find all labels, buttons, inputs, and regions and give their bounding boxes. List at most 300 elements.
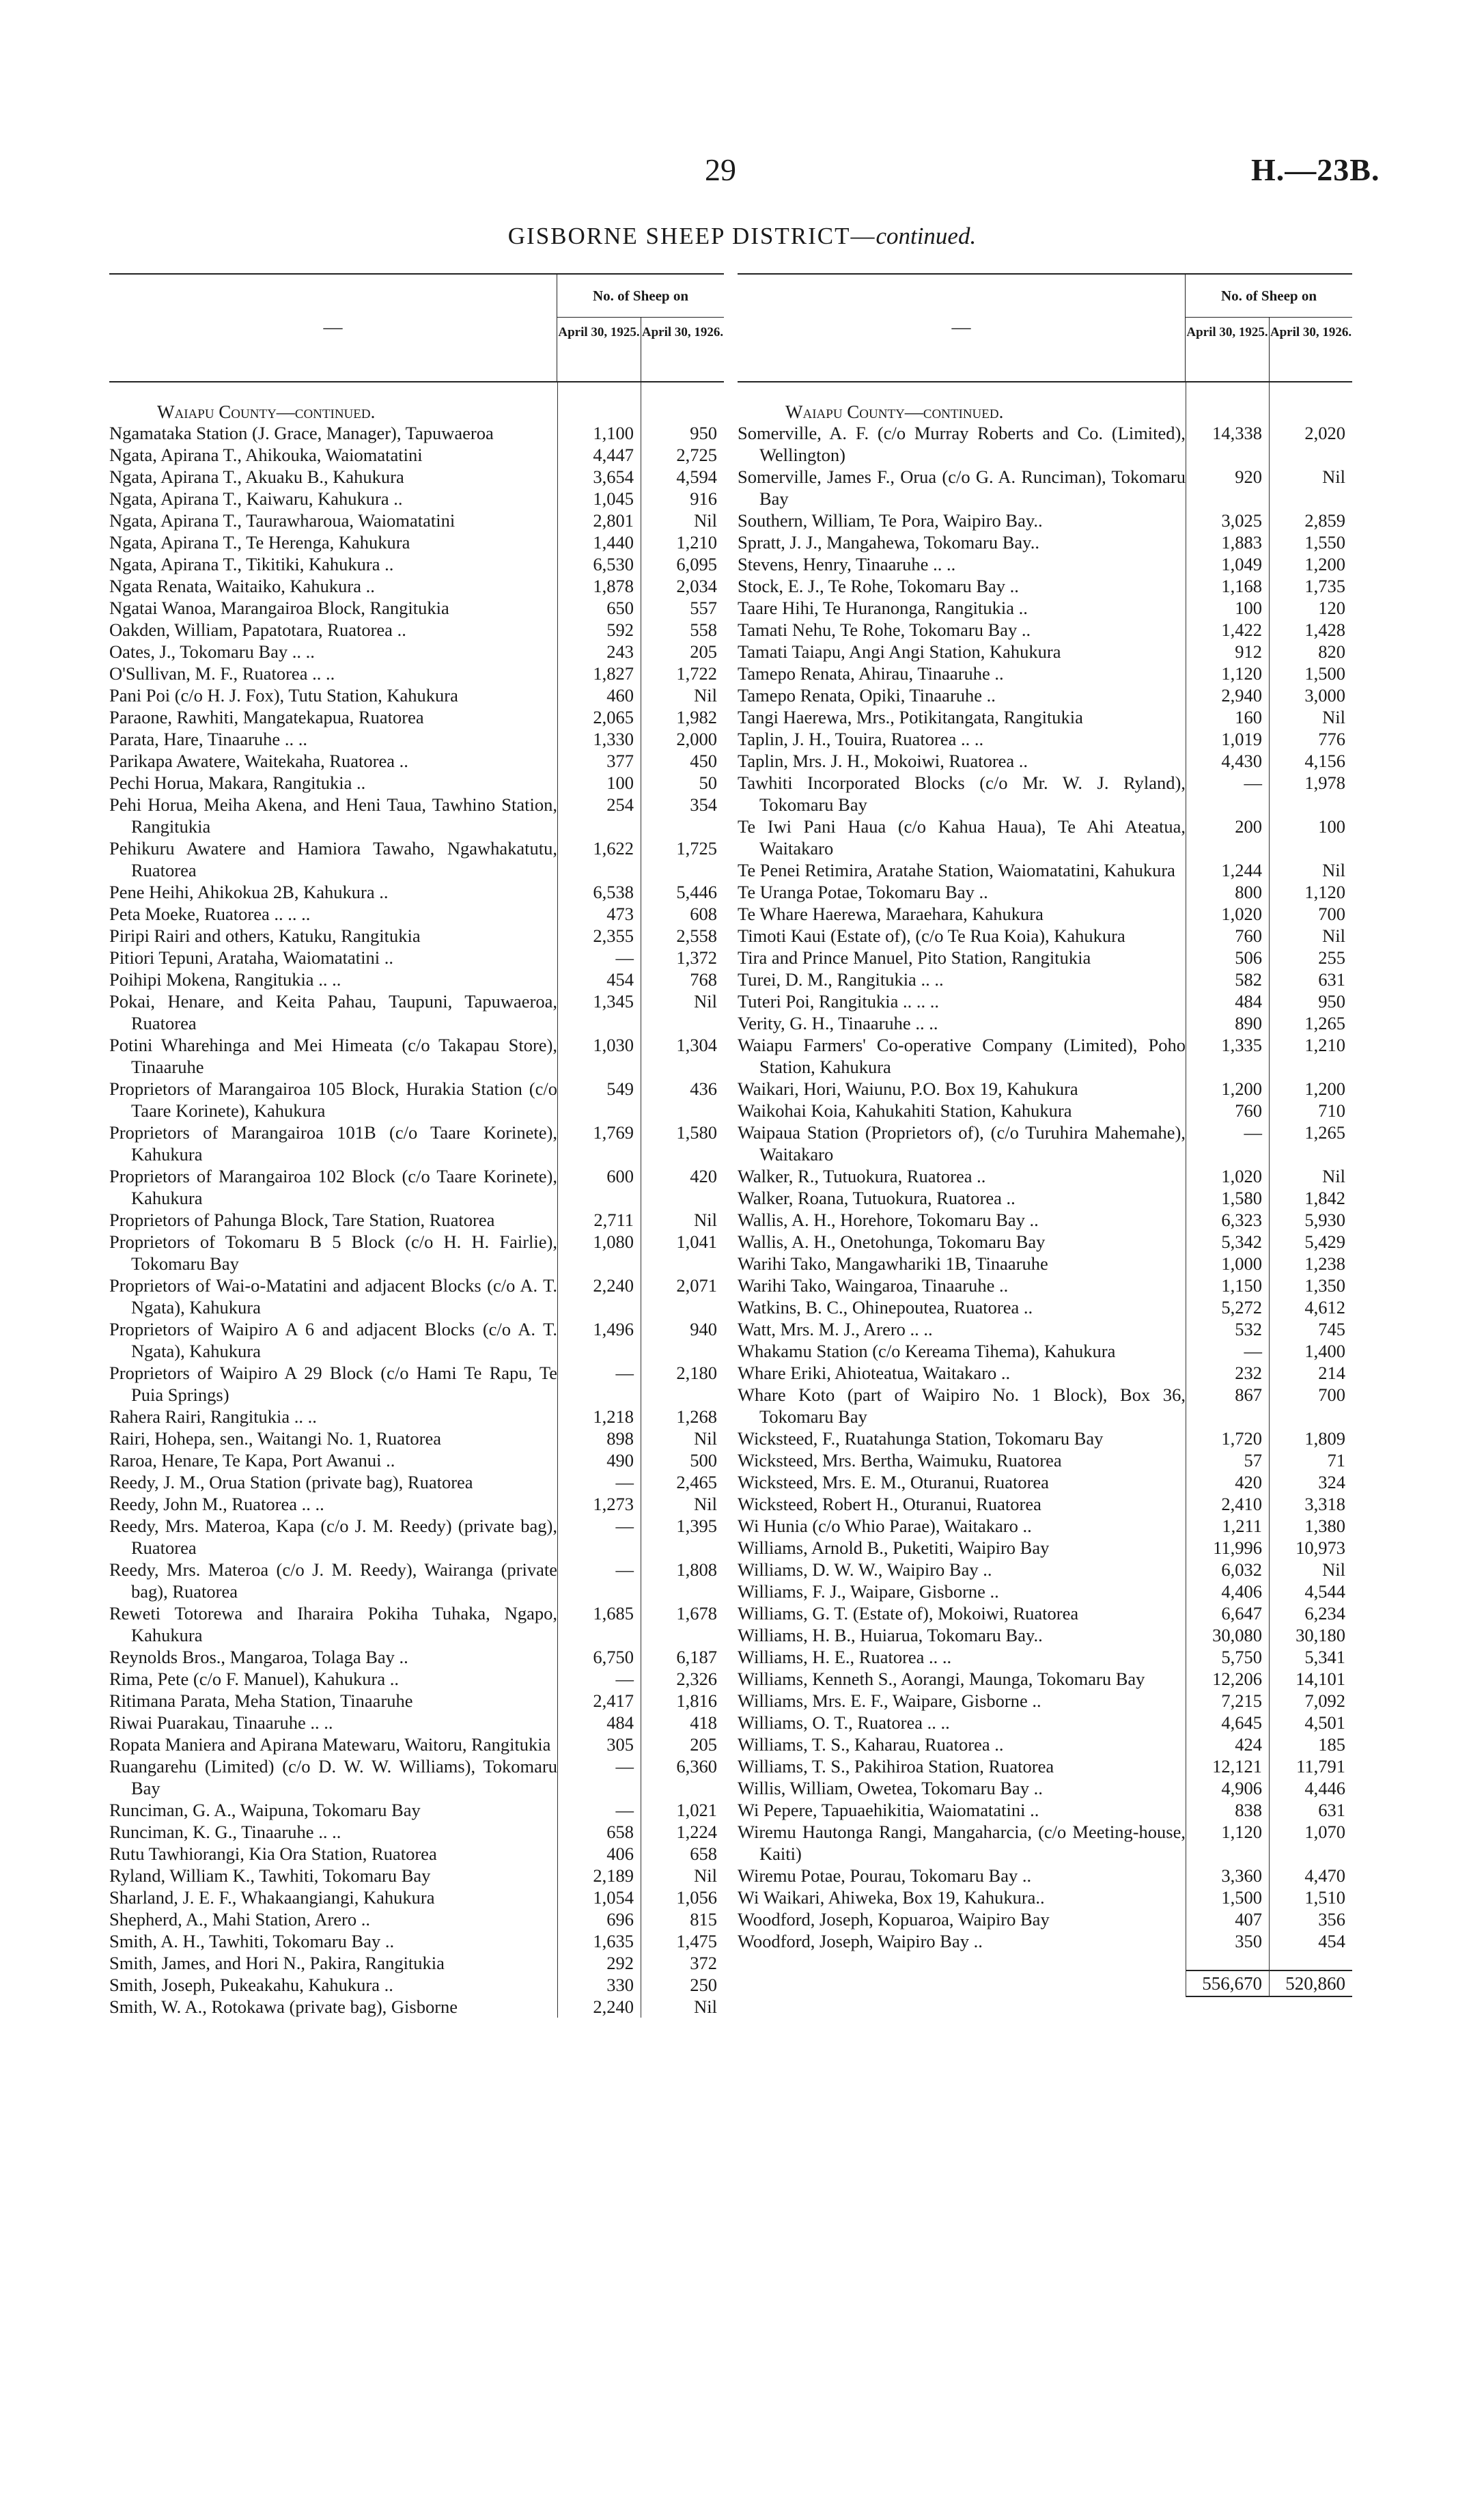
owner-name-cell: Tangi Haerewa, Mrs., Potikitangata, Rangitukia [738, 707, 1083, 727]
owner-name-cell: Williams, T. S., Kaharau, Ruatorea .. [738, 1734, 1004, 1755]
owner-name-cell: Ngata, Apirana T., Tikitiki, Kahukura .. [109, 554, 394, 574]
owner-name-cell: Ngamataka Station (J. Grace, Manager), Tapuwaeroa [109, 423, 494, 443]
table-row [738, 750, 1352, 772]
table-row [109, 641, 724, 663]
owner-name-cell: Wicksteed, Mrs. Bertha, Waimuku, Ruatorea [738, 1450, 1062, 1471]
table-header [109, 273, 724, 382]
sheep-1926-cell: 1,380 [1304, 1516, 1345, 1536]
sheep-1925-cell: 305 [606, 1734, 634, 1755]
sheep-1926-cell: 6,187 [676, 1647, 717, 1667]
sheep-1926-cell: 4,612 [1304, 1297, 1345, 1318]
owner-name-cell: Te Penei Retimira, Aratahe Station, Waiomatatini, Kahukura [738, 860, 1175, 880]
owner-name-cell: Watkins, B. C., Ohinepoutea, Ruatorea .. [738, 1297, 1033, 1318]
sheep-1926-cell: 1,722 [676, 663, 717, 684]
sheep-1926-cell: 50 [699, 772, 717, 793]
sheep-1926-cell: 354 [690, 794, 717, 815]
sheep-1925-cell: 350 [1235, 1931, 1262, 1951]
table-body [738, 382, 1352, 1997]
sheep-1926-cell: 2,859 [1304, 510, 1345, 531]
table-row [738, 903, 1352, 925]
sheep-1926-cell: 4,594 [676, 466, 717, 487]
sheep-1926-cell: 3,000 [1304, 685, 1345, 706]
sheep-1925-cell: 2,711 [593, 1210, 634, 1230]
owner-name-cell: Stock, E. J., Te Rohe, Tokomaru Bay .. [738, 576, 1019, 596]
sheep-1925-cell: 160 [1235, 707, 1262, 727]
owner-name-cell: Piripi Rairi and others, Katuku, Rangitukia [109, 925, 421, 946]
table-row [109, 706, 724, 728]
table-row [738, 1384, 1352, 1427]
sheep-1925-cell: — [1244, 772, 1262, 793]
table-row [109, 1602, 724, 1646]
owner-name-cell: Tamati Nehu, Te Rohe, Tokomaru Bay .. [738, 619, 1031, 640]
sheep-1926-cell: 710 [1318, 1100, 1345, 1121]
owner-name-cell: Taplin, Mrs. J. H., Mokoiwi, Ruatorea .. [738, 751, 1028, 771]
table-row [109, 1821, 724, 1843]
sheep-1926-cell: 950 [690, 423, 717, 443]
sheep-1926-cell: 356 [1318, 1909, 1345, 1930]
sheep-1926-cell: 185 [1318, 1734, 1345, 1755]
sheep-1926-cell: 1,725 [676, 838, 717, 859]
sheep-1926-cell: 1,816 [676, 1690, 717, 1711]
table-row [109, 619, 724, 641]
owner-name-cell: Tira and Prince Manuel, Pito Station, Rangitukia [738, 947, 1091, 968]
table-row [109, 1733, 724, 1755]
sheep-1925-cell: 600 [606, 1166, 634, 1186]
sheep-1926-cell: 7,092 [1304, 1690, 1345, 1711]
sheep-1926-cell: 768 [690, 969, 717, 990]
table-row [738, 531, 1352, 553]
table-row [738, 1427, 1352, 1449]
table-row [109, 1996, 724, 2018]
sheep-1925-cell: 1,244 [1221, 860, 1262, 880]
table-row [738, 641, 1352, 663]
table-row [738, 1886, 1352, 1908]
owner-name-cell: Proprietors of Waipiro A 29 Block (c/o Hami Te Rapu, Te Puia Springs) [109, 1363, 557, 1405]
sheep-1926-cell: 3,318 [1304, 1494, 1345, 1514]
sheep-1925-cell: 582 [1235, 969, 1262, 990]
table-row [109, 750, 724, 772]
sheep-1926-cell: 454 [1318, 1931, 1345, 1951]
sheep-1925-cell: 549 [606, 1078, 634, 1099]
sheep-1926-cell: 916 [690, 488, 717, 509]
sheep-1925-cell: 760 [1235, 1100, 1262, 1121]
sheep-1925-cell: 1,211 [1222, 1516, 1262, 1536]
sheep-1925-cell: 473 [606, 904, 634, 924]
table-row [738, 597, 1352, 619]
owner-name-cell: Williams, O. T., Ruatorea .. .. [738, 1712, 950, 1733]
table-header [738, 273, 1352, 382]
sheep-1926-cell: 1,500 [1304, 663, 1345, 684]
sheep-1926-cell: 1,372 [676, 947, 717, 968]
sheep-1926-cell: 5,341 [1304, 1647, 1345, 1667]
sheep-1926-cell: 1,350 [1304, 1275, 1345, 1296]
table-row [109, 422, 724, 444]
sheep-1926-cell: 120 [1318, 598, 1345, 618]
sheep-1925-cell: 838 [1235, 1800, 1262, 1820]
owner-name-cell: Tamepo Renata, Ahirau, Tinaaruhe .. [738, 663, 1004, 684]
sheep-1926-cell: 608 [690, 904, 717, 924]
sheep-1925-cell: 1,020 [1221, 1166, 1262, 1186]
owner-name-cell: Reweti Totorewa and Iharaira Pokiha Tuhaka, Ngapo, Kahukura [109, 1603, 557, 1645]
sheep-1925-cell: 6,538 [593, 882, 634, 902]
table-row [738, 1908, 1352, 1930]
table-row [738, 1624, 1352, 1646]
table-row [738, 706, 1352, 728]
sheep-1925-cell: 407 [1235, 1909, 1262, 1930]
owner-name-cell: Smith, W. A., Rotokawa (private bag), Gisborne [109, 1996, 458, 2017]
owner-name-cell: Pehi Horua, Meiha Akena, and Heni Taua, Tawhino Station, Rangitukia [109, 794, 557, 837]
table-row [109, 510, 724, 531]
owner-name-cell: Tamepo Renata, Opiki, Tinaaruhe .. [738, 685, 996, 706]
table-row [109, 663, 724, 684]
owner-name-cell: Pokai, Henare, and Keita Pahau, Taupuni, Tapuwaeroa, Ruatorea [109, 991, 557, 1033]
owner-name-cell: Ngatai Wanoa, Marangairoa Block, Rangitukia [109, 598, 449, 618]
owner-name-cell: Reedy, Mrs. Materoa, Kapa (c/o J. M. Reedy) (private bag), Ruatorea [109, 1516, 557, 1558]
owner-name-cell: Raroa, Henare, Te Kapa, Port Awanui .. [109, 1450, 395, 1471]
sheep-1925-cell: 4,906 [1221, 1778, 1262, 1798]
right-column-table [738, 273, 1352, 1997]
sheep-1926-cell: 1,224 [676, 1822, 717, 1842]
owner-name-cell: Williams, G. T. (Estate of), Mokoiwi, Ruatorea [738, 1603, 1079, 1624]
sheep-1925-cell: 1,019 [1221, 729, 1262, 749]
table-row [109, 1165, 724, 1209]
owner-name-cell: Wiremu Hautonga Rangi, Mangaharcia, (c/o Meeting-house, Kaiti) [738, 1822, 1186, 1864]
sheep-1926-cell: 1,210 [1304, 1035, 1345, 1055]
table-row [109, 990, 724, 1034]
sheep-1926-cell: 324 [1318, 1472, 1345, 1492]
owner-name-cell: Te Whare Haerewa, Maraehara, Kahukura [738, 904, 1044, 924]
table-row [738, 1777, 1352, 1799]
owner-name-cell: Williams, H. E., Ruatorea .. .. [738, 1647, 952, 1667]
table-row [109, 1930, 724, 1952]
owner-name-cell: Waipaua Station (Proprietors of), (c/o Turuhira Mahemahe), Waitakaro [738, 1122, 1186, 1165]
sheep-1925-cell: 5,272 [1221, 1297, 1262, 1318]
table-row [738, 1602, 1352, 1624]
sheep-1925-cell: 1,720 [1221, 1428, 1262, 1449]
owner-name-cell: Verity, G. H., Tinaaruhe .. .. [738, 1013, 938, 1033]
sheep-count-title: No. of Sheep on [1186, 275, 1352, 318]
sheep-1925-cell: 3,025 [1221, 510, 1262, 531]
sheep-1926-cell: 1,265 [1304, 1013, 1345, 1033]
table-row [738, 1690, 1352, 1712]
owner-name-cell: Peta Moeke, Ruatorea .. .. .. [109, 904, 311, 924]
owner-name-cell: Sharland, J. E. F., Whakaangiangi, Kahukura [109, 1887, 435, 1908]
sheep-1925-cell: 232 [1235, 1363, 1262, 1383]
sheep-1926-cell: 1,978 [1304, 772, 1345, 793]
table-row [738, 1275, 1352, 1296]
sheep-1925-cell: 800 [1235, 882, 1262, 902]
owner-name-cell: Pehikuru Awatere and Hamiora Tawaho, Ngawhakatutu, Ruatorea [109, 838, 557, 880]
sheep-1926-cell: 372 [690, 1953, 717, 1973]
sheep-1925-cell: 1,168 [1221, 576, 1262, 596]
sheep-1926-cell: 1,400 [1304, 1341, 1345, 1361]
sheep-1926-cell: 1,210 [676, 532, 717, 553]
owner-name-cell: Ngata, Apirana T., Kaiwaru, Kahukura .. [109, 488, 403, 509]
sheep-1925-cell: — [615, 947, 634, 968]
owner-name-cell: Paraone, Rawhiti, Mangatekapua, Ruatorea [109, 707, 424, 727]
owner-name-cell: Riwai Puarakau, Tinaaruhe .. .. [109, 1712, 333, 1733]
owner-name-cell: Wicksteed, Robert H., Oturanui, Ruatorea [738, 1494, 1041, 1514]
table-row [738, 1340, 1352, 1362]
sheep-column-header [1186, 275, 1352, 381]
table-row [109, 1406, 724, 1427]
table-row [738, 925, 1352, 947]
table-row [109, 1034, 724, 1078]
sheep-1926-cell: 1,809 [1304, 1428, 1345, 1449]
sheep-1926-cell: 5,446 [676, 882, 717, 902]
sheep-1925-cell: 912 [1235, 641, 1262, 662]
table-row [738, 1515, 1352, 1537]
table-row [109, 444, 724, 466]
document-reference: H.—23B. [1251, 152, 1380, 187]
table-row [109, 1712, 724, 1733]
table-row [738, 1012, 1352, 1034]
sheep-1926-cell: 557 [690, 598, 717, 618]
table-row [109, 1209, 724, 1231]
owner-name-cell: Proprietors of Pahunga Block, Tare Station, Ruatorea [109, 1210, 495, 1230]
sheep-1925-cell: 1,120 [1221, 663, 1262, 684]
owner-name-cell: Smith, Joseph, Pukeakahu, Kahukura .. [109, 1975, 393, 1995]
table-row [109, 1122, 724, 1165]
sheep-1926-cell: 1,550 [1304, 532, 1345, 553]
sheep-1925-cell: 1,100 [593, 423, 634, 443]
table-row [109, 466, 724, 488]
owner-name-cell: Woodford, Joseph, Kopuaroa, Waipiro Bay [738, 1909, 1050, 1930]
sheep-1926-cell: 14,101 [1296, 1669, 1345, 1689]
owner-name-cell: Whare Koto (part of Waipiro No. 1 Block), Box 36, Tokomaru Bay [738, 1384, 1186, 1427]
sheep-1925-cell: 484 [1235, 991, 1262, 1012]
owner-name-cell: Somerville, A. F. (c/o Murray Roberts and Co. (Limited), Wellington) [738, 423, 1186, 465]
table-row [109, 1668, 724, 1690]
owner-name-cell: Tuteri Poi, Rangitukia .. .. .. [738, 991, 939, 1012]
total-1926: 520,860 [1269, 1970, 1352, 1997]
sheep-1925-cell: 2,240 [593, 1996, 634, 2017]
sheep-1926-cell: 1,268 [676, 1406, 717, 1427]
table-row [738, 1559, 1352, 1580]
owner-name-cell: Ryland, William K., Tawhiti, Tokomaru Bay [109, 1865, 431, 1886]
owner-name-cell: Reedy, J. M., Orua Station (private bag), Ruatorea [109, 1472, 473, 1492]
sheep-1926-cell: 500 [690, 1450, 717, 1471]
table-row [738, 619, 1352, 641]
sheep-1926-cell: 205 [690, 641, 717, 662]
table-row [109, 903, 724, 925]
sheep-1926-cell: 6,360 [676, 1756, 717, 1777]
section-heading: Waiapu County—continued. [785, 402, 1004, 422]
sheep-1925-cell: 1,440 [593, 532, 634, 553]
table-row [109, 728, 724, 750]
table-row [109, 1908, 724, 1930]
owner-name-cell: Waiapu Farmers' Co-operative Company (Limited), Poho Station, Kahukura [738, 1035, 1186, 1077]
sheep-1926-cell: 2,071 [676, 1275, 717, 1296]
owner-name-cell: Williams, F. J., Waipare, Gisborne .. [738, 1581, 999, 1602]
table-row [738, 1821, 1352, 1865]
sheep-1925-cell: 1,345 [593, 991, 634, 1012]
table-row [109, 1471, 724, 1493]
table-row [109, 684, 724, 706]
sheep-1926-cell: 2,725 [676, 445, 717, 465]
sheep-1926-cell: Nil [1322, 707, 1345, 727]
sheep-1926-cell: 1,580 [676, 1122, 717, 1143]
sheep-1926-cell: Nil [694, 1494, 717, 1514]
sheep-1925-cell: 243 [606, 641, 634, 662]
row-list [738, 422, 1352, 1952]
sheep-1925-cell: 2,417 [593, 1690, 634, 1711]
table-row [738, 1646, 1352, 1668]
owner-name-cell: Reedy, Mrs. Materoa (c/o J. M. Reedy), Wairanga (private bag), Ruatorea [109, 1559, 557, 1602]
table-row [109, 1427, 724, 1449]
owner-name-cell: Shepherd, A., Mahi Station, Arero .. [109, 1909, 370, 1930]
owner-name-cell: Willis, William, Owetea, Tokomaru Bay .. [738, 1778, 1043, 1798]
sheep-1926-cell: Nil [1322, 860, 1345, 880]
sheep-1926-cell: 1,842 [1304, 1188, 1345, 1208]
owner-name-cell: Pitiori Tepuni, Arataha, Waiomatatini .. [109, 947, 394, 968]
owner-name-cell: Walker, R., Tutuokura, Ruatorea .. [738, 1166, 986, 1186]
sheep-1926-cell: 100 [1318, 816, 1345, 837]
sheep-1926-cell: 4,544 [1304, 1581, 1345, 1602]
owner-name-cell: Tamati Taiapu, Angi Angi Station, Kahukura [738, 641, 1061, 662]
sheep-1925-cell: 1,422 [1221, 619, 1262, 640]
sheep-1925-cell: — [615, 1669, 634, 1689]
sheep-1925-cell: 1,878 [593, 576, 634, 596]
owner-name-cell: Walker, Roana, Tutuokura, Ruatorea .. [738, 1188, 1016, 1208]
sheep-1926-cell: Nil [1322, 466, 1345, 487]
owner-name-cell: Runciman, K. G., Tinaaruhe .. .. [109, 1822, 341, 1842]
table-row [738, 1187, 1352, 1209]
owner-name-cell: Woodford, Joseph, Waipiro Bay .. [738, 1931, 983, 1951]
sheep-1925-cell: 1,000 [1221, 1253, 1262, 1274]
sheep-1925-cell: 30,080 [1212, 1625, 1262, 1645]
owner-name-cell: Waikohai Koia, Kahukahiti Station, Kahukura [738, 1100, 1072, 1121]
section-heading: Waiapu County—continued. [157, 402, 376, 422]
owner-name-cell: Pene Heihi, Ahikokua 2B, Kahukura .. [109, 882, 389, 902]
owner-name-cell: Timoti Kaui (Estate of), (c/o Te Rua Koia), Kahukura [738, 925, 1125, 946]
table-row [738, 990, 1352, 1012]
sheep-1925-cell: 532 [1235, 1319, 1262, 1339]
table-row [109, 1449, 724, 1471]
table-row [738, 1100, 1352, 1122]
owner-name-cell: Rima, Pete (c/o F. Manuel), Kahukura .. [109, 1669, 399, 1689]
sheep-1925-cell: 6,647 [1221, 1603, 1262, 1624]
sheep-1926-cell: 1,735 [1304, 576, 1345, 596]
sheep-1926-cell: 940 [690, 1319, 717, 1339]
table-row [738, 422, 1352, 466]
table-row [738, 1799, 1352, 1821]
sheep-1926-cell: 71 [1327, 1450, 1345, 1471]
sheep-1926-cell: 776 [1318, 729, 1345, 749]
table-row [738, 466, 1352, 510]
name-column-header: — [738, 275, 1186, 381]
owner-name-cell: Wiremu Potae, Pourau, Tokomaru Bay .. [738, 1865, 1032, 1886]
table-row [738, 1165, 1352, 1187]
sheep-1926-cell: 1,808 [676, 1559, 717, 1580]
page-number: 29 [705, 152, 736, 187]
sheep-1925-cell: — [1244, 1122, 1262, 1143]
table-row [738, 1318, 1352, 1340]
sheep-1925-cell: 11,996 [1213, 1537, 1262, 1558]
sheep-1926-cell: 2,034 [676, 576, 717, 596]
sheep-1925-cell: 650 [606, 598, 634, 618]
table-row [738, 1253, 1352, 1275]
owner-name-cell: Spratt, J. J., Mangahewa, Tokomaru Bay.. [738, 532, 1039, 553]
sheep-1925-cell: 254 [606, 794, 634, 815]
owner-name-cell: Ropata Maniera and Apirana Matewaru, Waitoru, Rangitukia [109, 1734, 551, 1755]
sheep-1925-cell: 424 [1235, 1734, 1262, 1755]
owner-name-cell: Pani Poi (c/o H. J. Fox), Tutu Station, Kahukura [109, 685, 458, 706]
date-1926-header: April 30, 1926. [641, 318, 724, 381]
sheep-1926-cell: 820 [1318, 641, 1345, 662]
table-row [738, 1362, 1352, 1384]
sheep-1925-cell: 1,769 [593, 1122, 634, 1143]
sheep-1925-cell: 1,685 [593, 1603, 634, 1624]
sheep-1926-cell: 4,156 [1304, 751, 1345, 771]
table-row [109, 837, 724, 881]
sheep-1926-cell: 1,475 [676, 1931, 717, 1951]
sheep-1926-cell: 1,510 [1304, 1887, 1345, 1908]
table-body [109, 382, 724, 2018]
sheep-1926-cell: 950 [1318, 991, 1345, 1012]
sheep-1926-cell: 658 [690, 1843, 717, 1864]
sheep-1925-cell: 1,080 [593, 1231, 634, 1252]
owner-name-cell: Williams, T. S., Pakihiroa Station, Ruatorea [738, 1756, 1054, 1777]
table-row [738, 969, 1352, 990]
sheep-1925-cell: 4,406 [1221, 1581, 1262, 1602]
sheep-1926-cell: 11,791 [1296, 1756, 1345, 1777]
owner-name-cell: Potini Wharehinga and Mei Himeata (c/o Takapau Store), Tinaaruhe [109, 1035, 557, 1077]
sheep-1925-cell: — [615, 1559, 634, 1580]
sheep-1925-cell: 1,827 [593, 663, 634, 684]
total-1925: 556,670 [1186, 1970, 1269, 1997]
sheep-1926-cell: 1,428 [1304, 619, 1345, 640]
sheep-1926-cell: 1,982 [676, 707, 717, 727]
table-row [738, 1034, 1352, 1078]
sheep-1925-cell: 12,121 [1212, 1756, 1262, 1777]
table-row [738, 684, 1352, 706]
sheep-1925-cell: 6,032 [1221, 1559, 1262, 1580]
sheep-1925-cell: 658 [606, 1822, 634, 1842]
owner-name-cell: O'Sullivan, M. F., Ruatorea .. .. [109, 663, 335, 684]
owner-name-cell: Ruangarehu (Limited) (c/o D. W. W. Williams), Tokomaru Bay [109, 1756, 557, 1798]
owner-name-cell: Smith, James, and Hori N., Pakira, Rangitukia [109, 1953, 445, 1973]
sheep-1925-cell: 1,883 [1221, 532, 1262, 553]
sheep-1926-cell: 1,678 [676, 1603, 717, 1624]
sheep-1925-cell: 1,218 [593, 1406, 634, 1427]
owner-name-cell: Whare Eriki, Ahioteatua, Waitakaro .. [738, 1363, 1011, 1383]
table-row [738, 1493, 1352, 1515]
sheep-1926-cell: 5,429 [1304, 1231, 1345, 1252]
sheep-1925-cell: 377 [606, 751, 634, 771]
sheep-1925-cell: 890 [1235, 1013, 1262, 1033]
sheep-1925-cell: — [615, 1516, 634, 1536]
table-row [109, 794, 724, 837]
owner-name-cell: Southern, William, Te Pora, Waipiro Bay.. [738, 510, 1043, 531]
sheep-column-header [557, 275, 724, 381]
sheep-1926-cell: 1,238 [1304, 1253, 1345, 1274]
owner-name-cell: Ngata, Apirana T., Akuaku B., Kahukura [109, 466, 404, 487]
sheep-1926-cell: 420 [690, 1166, 717, 1186]
sheep-1925-cell: 1,330 [593, 729, 634, 749]
table-row [738, 816, 1352, 859]
sheep-1926-cell: 815 [690, 1909, 717, 1930]
sheep-1925-cell: 12,206 [1212, 1669, 1262, 1689]
page-title-continued: continued. [876, 223, 977, 249]
sheep-1926-cell: 2,326 [676, 1669, 717, 1689]
owner-name-cell: Proprietors of Waipiro A 6 and adjacent Blocks (c/o A. T. Ngata), Kahukura [109, 1319, 557, 1361]
name-column-header: — [109, 275, 557, 381]
table-row [738, 881, 1352, 903]
table-row [109, 1493, 724, 1515]
sheep-1925-cell: 2,240 [593, 1275, 634, 1296]
sheep-1926-cell: Nil [694, 991, 717, 1012]
